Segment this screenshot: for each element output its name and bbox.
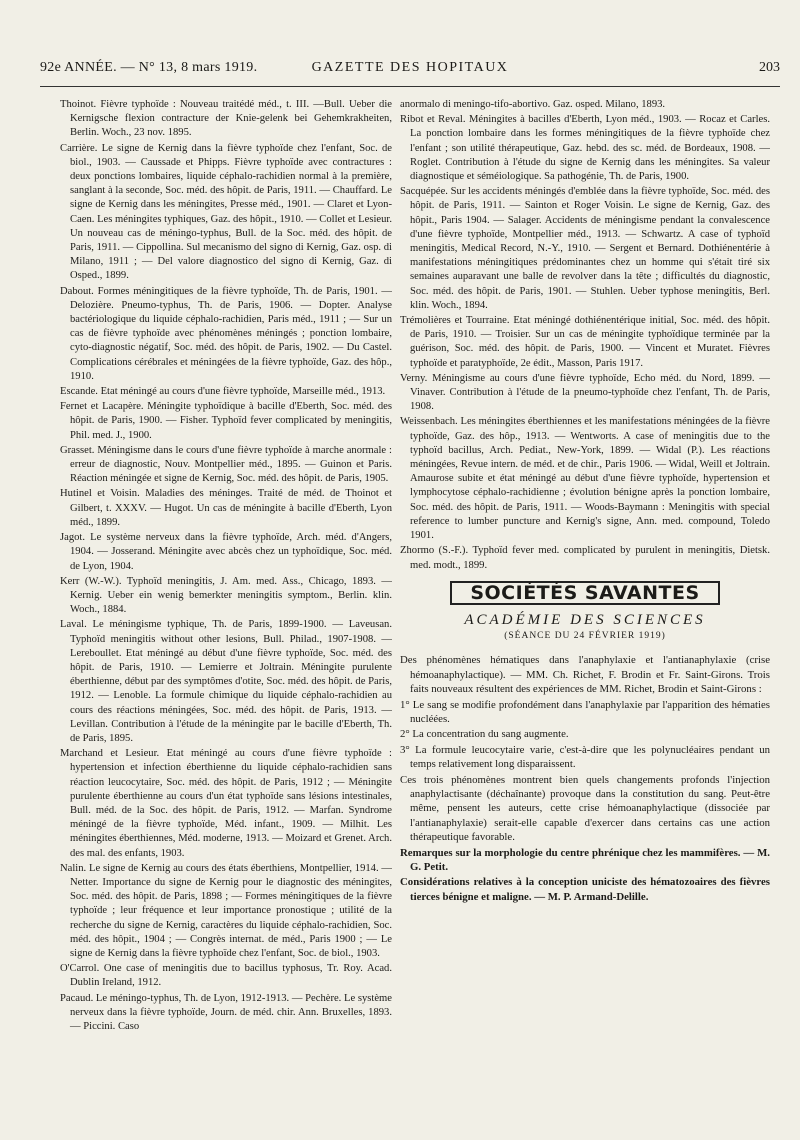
page-header <box>40 60 780 82</box>
article-paragraph: 2° La concentration du sang augmente. <box>400 728 569 741</box>
reference-entry: Ribot et Reval. Méningites à bacilles d'Eberth, Lyon méd., 1903. — Rocaz et Carles. La ponction lombaire dans les formes méningitiques de la fièvre typhoïde chez l'enfant ; son utilité thérapeutique, Gaz. hebd. des sc. méd. de Bordeaux, 1908. — Roglet. Contribution à l'étude du signe de Kernig dans les méningites. Sa valeur diagnostique et séméiologique. Sa pathogénie, Th. de Paris, 1900. <box>400 114 770 183</box>
reference-entry: Verny. Méningisme au cours d'une fièvre typhoïde, Echo méd. du Nord, 1899. — Vinaver. Contribution à l'étude de la pneumo-typhoïde chez l'enfant, Th. de Paris, 1908. <box>400 372 770 413</box>
article-paragraph: Ces trois phénomènes montrent bien quels changements profonds l'injection anaphylactisante (déchaînante) provoque dans la constitution du sang. Peut-être même, pensent les auteurs, cette crise hémoanaphylactique (dissociée par l'antianaphylaxie) serait-elle capable d'exercer dans certains cas une action thérapeutique favorable. <box>400 773 770 844</box>
article-paragraph: Remarques sur la morphologie du centre phrénique chez les mammifères. — M. G. Petit. <box>400 846 770 873</box>
journal-title: GAZETTE DES HOPITAUX <box>311 60 509 75</box>
reference-entry: Carrière. Le signe de Kernig dans la fièvre typhoïde chez l'enfant, Soc. de biol., 1903. — Caussade et Phipps. Fièvre typhoïde avec contractures : deux ponctions lombaires, liquide céphalo-rachidien normal à la première, sanglant à la seconde, Soc. méd. des hôpit. de Paris, 1911. — Chauffard. Le signe de Kernig dans les méningites, Presse méd., 1901. — Claret et Lyon-Caen. Les méningites typhiques, Gaz. des hôpit., 1910. — Collet et Lesieur. Un nouveau cas de méningo-typhus, Bull. de la Soc. méd. des hôpit. de Paris, 1911. — Cippollina. Sul mecanismo del signo di Kernig, Gaz. osp. di Milano, 1911 ; — Del valore diagnostico del signo di Kernig, Gaz. di Osped., 1899. <box>60 142 392 282</box>
reference-entry: Marchand et Lesieur. Etat méningé au cours d'une fièvre typhoïde : hypertension et infection éberthienne du liquide céphalo-rachidien sans réaction leucocytaire, Soc. méd. des hôpit. de Paris, 1912 ; — Méningite purulente éberthienne au cours d'un état typhoïde sans lésions intestinales, Bull. méd. de la Soc. des hôpit. de Paris, 1912. — Marfan. Syndrome méningé de la fièvre typhoïde, Méd. infant., 1909. — Milhit. Les méningites éberthiennes, Méd. moderne, 1913. — Moizard et Grenet. Arch. des mal. des enfants, 1903. <box>60 748 392 859</box>
reference-entry: Sacquépée. Sur les accidents méningés d'emblée dans la fièvre typhoïde, Soc. méd. des hôpit. de Paris, 1911. — Sainton et Roger Voisin. Le signe de Kernig, Gaz. des hôpit., Paris 1904. — Salager. Accidents de méningisme pendant la convalescence d'une fièvre typhoïde, Montpellier méd., 1913. — Schwartz. A case of typhoïd meningitis, Medical Record, N.-Y., 1910. — Sergent et Bernard. Dothiénentérie à manifestations méningitiques prédominantes chez un homme qui s'était tiré six semaines auparavant une balle de revolver dans la tête ; difficultés du diagnostic, Soc. méd. des hôpit. de Paris, 1901. — Stuhlen. Ueber typhose meningitis, Berl. klin. Woch., 1894. <box>400 186 770 311</box>
reference-entry: Pacaud. Le méningo-typhus, Th. de Lyon, 1912-1913. — Pechère. Le système nerveux dans la fièvre typhoïde, Journ. de méd. chir. Ann. Bruxelles, 1893. — Piccini. Caso <box>60 992 392 1032</box>
reference-entry: anormalo di meningo-tifo-abortivo. Gaz. osped. Milano, 1893. <box>400 99 666 110</box>
reference-entry: Trémolières et Tourraine. Etat méningé dothiénentérique initial, Soc. méd. des hôpit. de Paris, 1910. — Troisier. Sur un cas de méningite typhoïdique terminée par la guérison, Soc. méd. des hôpit. de Paris, 1900. — Vincent et Muratet. Fièvres typhoïde et paratyphoïde, 2e édit., Masson, Paris 1917. <box>400 315 770 369</box>
reference-entry: Jagot. Le système nerveux dans la fièvre typhoïde, Arch. méd. d'Angers, 1904. — Josserand. Méningite avec abcès chez un typhoïdique, Soc. méd. de Lyon, 1904. <box>60 532 392 572</box>
reference-entry: Dabout. Formes méningitiques de la fièvre typhoïde, Th. de Paris, 1901. — Delozière. Pneumo-typhus, Th. de Paris, 1906. — Dopter. Analyse bactériologique du liquide céphalo-rachidien, Paris méd., 1911 ; — Sur un cas de fièvre typhoïde avec phénomènes méningés ; ponction lombaire, cyto-diagnostic négatif, Soc. méd. des hôpit. de Paris, 1902. — Du Castel. Complications cérébrales et méningées de la fièvre typhoïde, Gaz. des hôp., 1910. <box>60 285 392 382</box>
issue-info: 92e ANNÉE. — N° 13, 8 mars 1919. <box>40 60 258 75</box>
left-column <box>60 98 392 1138</box>
section-heading: SOCIÉTÉS SAVANTES <box>450 581 720 605</box>
article-paragraph: 1° Le sang se modifie profondément dans l'anaphylaxie par l'apparition des hématies nucléées. <box>400 698 770 725</box>
reference-entry: O'Carrol. One case of meningitis due to bacillus typhosus, Tr. Roy. Acad. Dublin Ireland, 1912. <box>60 963 392 989</box>
reference-entry: Grasset. Méningisme dans le cours d'une fièvre typhoïde à marche anormale : erreur de diagnostic, Nouv. Montpellier méd., 1895. — Guinon et Paris. Réaction méningée et signe de Kernig, Soc. méd. des hôpit. de Paris, 1905. <box>60 444 392 485</box>
academy-heading: ACADÉMIE DES SCIENCES <box>464 611 706 628</box>
right-column <box>400 98 770 1138</box>
article-paragraph: 3° La formule leucocytaire varie, c'est-à-dire que les polynucléaires pendant un temps relativement long disparaissent. <box>400 743 770 771</box>
reference-entry: Thoinot. Fièvre typhoïde : Nouveau traitédé méd., t. III. —Bull. Ueber die Kernigsche flexion contracture der Knie-gelenk bei Gehemkrakheiten, Berlin. Woch., 23 nov. 1895. <box>60 99 392 139</box>
session-date: (SÉANCE DU 24 FÉVRIER 1919) <box>504 631 666 642</box>
reference-entry: Kerr (W.-W.). Typhoïd meningitis, J. Am. med. Ass., Chicago, 1893. — Kernig. Ueber ein wenig bemerkter meningitis symptom., Berlin. klin. Woch., 1884. <box>60 575 392 616</box>
page-number: 203 <box>759 60 780 75</box>
reference-entry: Nalin. Le signe de Kernig au cours des états éberthiens, Montpellier, 1914. — Netter. Importance du signe de Kernig pour le diagnostic des méningites, Soc. méd. des hôpit. de Paris, 1898 ; — Formes méningitiques de la fièvre typhoïde ; leur fréquence et leur importance pronostique ; utilité de la recherche du signe de Kernig, caractères du liquide céphalo-rachidien, Soc. méd. des hôpit., 1904 ; — Congrès internat. de méd., Paris 1900 ; — Le signe de Kernig dans la fièvre typhoïde chez l'enfant, Soc. de biol., 1903. <box>60 862 392 959</box>
article-paragraph: Des phénomènes hématiques dans l'anaphylaxie et l'antianaphylaxie (crise hémoanaphylactique). — MM. Ch. Richet, F. Brodin et Fr. Saint-Girons. Trois faits nouveaux résultent des expériences de MM. Richet, Brodin et Saint-Girons : <box>400 654 770 696</box>
reference-entry: Zhormo (S.-F.). Typhoïd fever med. complicated by purulent in meningitis, Dietsk. med. modt., 1899. <box>400 545 770 571</box>
article-paragraph: Considérations relatives à la conception uniciste des hématozoaires des fièvres tierces bénigne et maligne. — M. P. Armand-Delille. <box>400 876 770 903</box>
reference-entry: Escande. Etat méningé au cours d'une fièvre typhoïde, Marseille méd., 1913. <box>60 386 386 398</box>
reference-entry: Hutinel et Voisin. Maladies des méninges. Traité de méd. de Thoinot et Gilbert, t. XXXV. — Hugot. Un cas de méningite à bacille d'Eberth, Lyon méd., 1899. <box>60 488 392 528</box>
reference-entry: Fernet et Lacapère. Méningite typhoïdique à bacille d'Eberth, Soc. méd. des hôpit. de Paris, 1900. — Fisher. Typhoïd fever complicated by meningitis, Phil. med. J., 1900. <box>60 401 392 441</box>
reference-entry: Laval. Le méningisme typhique, Th. de Paris, 1899-1900. — Laveusan. Typhoïd meningitis without other lesions, Bull. Philad., 1907-1908. — Lereboullet. Etat méningé au début d'une fièvre typhoïde, Soc. méd. des hôpit. de Paris, 1910. — Lemierre et Joltrain. Méningite purulente éberthienne, début par des symptômes d'otite, Soc. méd. des hôpit. de Paris, 1912. — Lenoble. La formule chimique du liquide céphalo-rachidien au cours des réactions méningées, Soc. méd. des hôpit. de Paris, 1913. — Levillan. Contribution à l'étude de la méningite par le bacille d'Eberth, Th. de Paris, 1895. <box>60 619 392 744</box>
header-rule <box>40 86 780 87</box>
reference-entry: Weissenbach. Les méningites éberthiennes et les manifestations méningées de la fièvre typhoïde, Gaz. des hôp., 1913. — Wentworts. A case of meningitis due to the typhoïd bacillus, Arch. Pediat., New-York, 1899. — Widal (P.). Les réactions méningées, Revue intern. de méd. et de chir., Paris 1906. — Widal, Weill et Joltrain. Amaurose subite et état méningé au début d'une fièvre typhoïde, hypertension et lymphocytose céphalo-rachidienne ; évolution bénigne après la ponction lombaire, Soc. méd. des hôpit. de Paris, 1911. — Woods-Baymann : Meningitis with special reference to lumber puncture and Kernig's signe, Ann. med. compound, Toledo 1901. <box>400 416 770 542</box>
